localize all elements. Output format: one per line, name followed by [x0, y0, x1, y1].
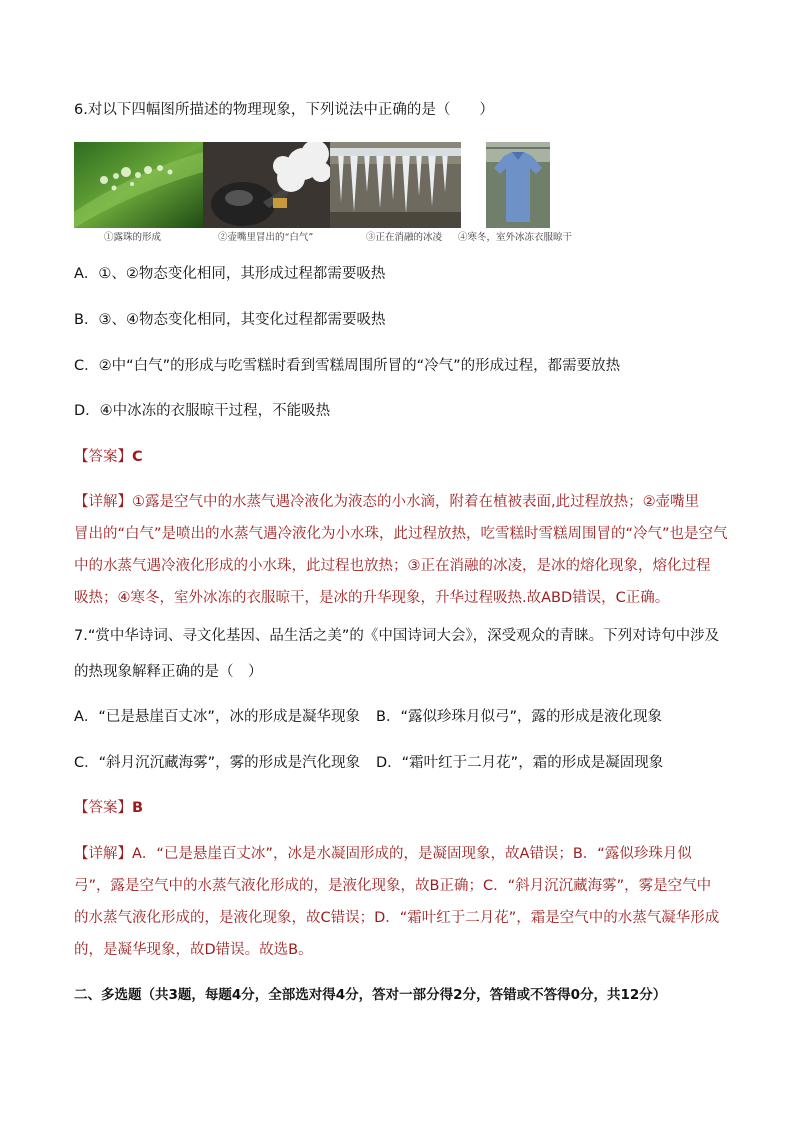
q6-option-b: B．③、④物态变化相同，其变化过程都需要吸热	[74, 312, 386, 328]
q6-answer-value: C	[132, 449, 143, 465]
q6-detail-label: 【详解】	[74, 494, 132, 510]
q6-option-a: A．①、②物态变化相同，其形成过程都需要吸热	[74, 266, 386, 282]
q6-answer-label: 【答案】	[74, 449, 132, 465]
q6-detail-line-1: 【详解】①露是空气中的水蒸气遇冷液化为液态的小水滴，附着在植被表面,此过程放热；②壶嘴里	[74, 494, 700, 510]
caption-1: ①露珠的形成	[104, 232, 162, 243]
icicle-image	[330, 142, 461, 228]
q7-answer-value: B	[132, 800, 144, 816]
q6-detail-line-4: 吸热；④寒冬，室外冰冻的衣服晾干，是冰的升华现象，升华过程吸热.故ABD错误，C正确。	[74, 590, 670, 606]
q7-option-c: C．“斜月沉沉藏海雾”，雾的形成是汽化现象	[74, 755, 361, 771]
caption-4: ④寒冬，室外冰冻衣服晾干	[458, 232, 573, 243]
q7-detail-line-1: 【详解】A．“已是悬崖百丈冰”，冰是水凝固形成的，是凝固现象，故A错误；B．“露似珍珠月似	[74, 846, 692, 862]
q7-option-d: D．“霜叶红于二月花”，霜的形成是凝固现象	[376, 755, 664, 771]
q7-option-b: B．“露似珍珠月似弓”，露的形成是液化现象	[376, 709, 662, 725]
q6-answer	[74, 447, 143, 467]
q6-stem: 6.对以下四幅图所描述的物理现象，下列说法中正确的是（ ）	[74, 102, 494, 118]
q7-option-a: A．“已是悬崖百丈冰”，冰的形成是凝华现象	[74, 709, 360, 725]
q6-option-c: C．②中“白气”的形成与吃雪糕时看到雪糕周围所冒的“冷气”的形成过程，都需要放热	[74, 358, 621, 374]
q7-detail-label: 【详解】	[74, 846, 132, 862]
dew-image	[74, 142, 203, 228]
q7-detail-line-3: 的水蒸气液化形成的，是液化现象，故C错误；D．“霜叶红于二月花”，霜是空气中的水蒸气凝华形成	[74, 910, 720, 926]
caption-3: ③正在消融的冰凌	[366, 232, 443, 243]
q7-detail-line-2: 弓”，露是空气中的水蒸气液化形成的，是液化现象，故B正确；C．“斜月沉沉藏海雾”，雾是空气中	[74, 878, 712, 894]
q6-detail-line-3: 中的水蒸气遇冷液化形成的小水珠，此过程也放热；③正在消融的冰凌，是冰的熔化现象，熔化过程	[74, 558, 711, 574]
q7-stem-line-1: 7.“赏中华诗词、寻文化基因、品生活之美”的《中国诗词大会》，深受观众的青睐。下列对诗句中涉及	[74, 628, 720, 644]
q7-answer	[74, 798, 143, 818]
q7-stem-line-2: 的热现象解释正确的是（ ）	[74, 664, 263, 680]
kettle-image	[203, 142, 330, 228]
q6-figure-row	[74, 142, 594, 242]
caption-2: ②壶嘴里冒出的“白气”	[218, 232, 314, 243]
section-2-heading: 二、多选题（共3题，每题4分，全部选对得4分，答对一部分得2分，答错或不答得0分，共12分）	[74, 987, 667, 1003]
q6-option-d: D．④中冰冻的衣服晾干过程，不能吸热	[74, 403, 331, 419]
q7-detail-line-4: 的，是凝华现象，故D错误。故选B。	[74, 942, 313, 958]
frozen-shirt-image	[486, 142, 550, 228]
q6-detail-line-2: 冒出的“白气”是喷出的水蒸气遇冷液化为小水珠，此过程放热，吃雪糕时雪糕周围冒的“冷气”也是空气	[74, 526, 728, 542]
q7-answer-label: 【答案】	[74, 800, 132, 816]
